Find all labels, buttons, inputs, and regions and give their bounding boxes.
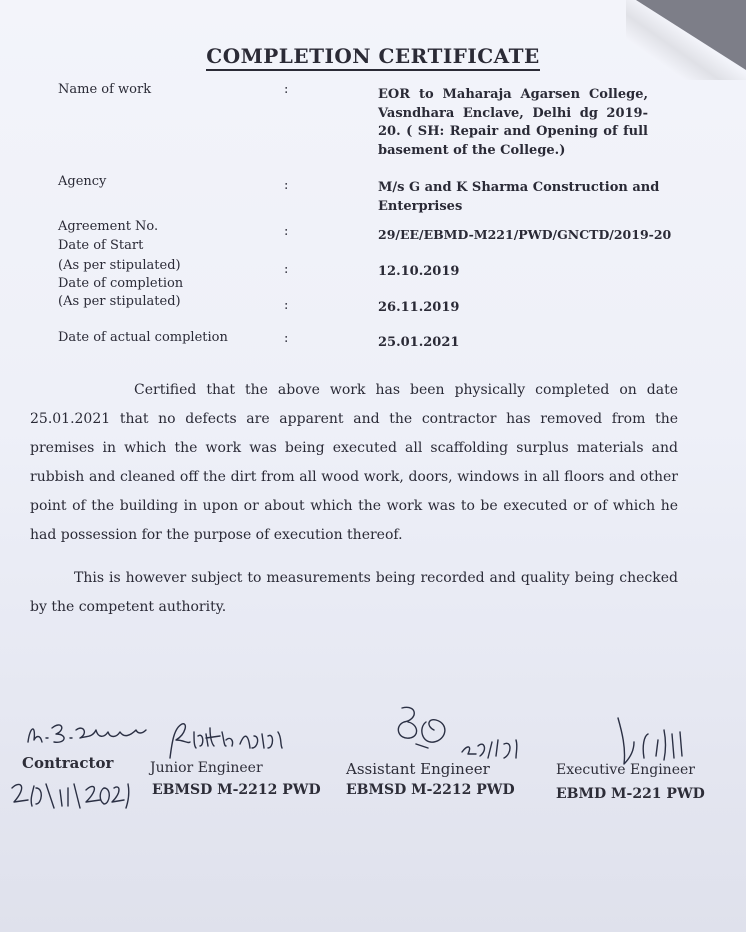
completion-label: Date of completion (58, 276, 184, 291)
agreement-value: 29/EE/EBMD-M221/PWD/GNCTD/2019-20 (378, 227, 672, 242)
work-label: Name of work (58, 82, 152, 97)
colon: : (284, 224, 289, 239)
start-value: 12.10.2019 (378, 264, 460, 279)
agency-label: Agency (58, 174, 107, 189)
completion-label-note: (As per stipulated) (58, 294, 181, 309)
contractor-title: Contractor (22, 754, 114, 772)
assistant-engineer-signature (388, 700, 538, 764)
actual-completion-label: Date of actual completion (58, 330, 228, 345)
start-label: Date of Start (58, 238, 144, 253)
junior-engineer-signature (160, 718, 290, 766)
colon: : (284, 331, 289, 346)
contractor-signature (22, 716, 152, 752)
colon: : (284, 298, 289, 313)
subject-paragraph: This is however subject to measurements being recorded and quality being checked by the competent authority. (30, 570, 678, 615)
document-title: COMPLETION CERTIFICATE (0, 44, 746, 68)
agreement-label: Agreement No. (58, 219, 159, 234)
work-value: EOR to Maharaja Agarsen College, Vasndhara Enclave, Delhi dg 2019-20. ( SH: Repair and Opening of full basement of the College.) (378, 87, 648, 158)
assistant-engineer-title: Assistant Engineer (346, 760, 490, 778)
completion-value: 26.11.2019 (378, 300, 460, 315)
assistant-engineer-org: EBMSD M-2212 PWD (346, 782, 515, 798)
executive-engineer-org: EBMD M-221 PWD (556, 786, 705, 802)
executive-engineer-title: Executive Engineer (556, 762, 695, 778)
junior-engineer-title: Junior Engineer (150, 760, 263, 776)
actual-completion-value: 25.01.2021 (378, 335, 460, 350)
colon: : (284, 262, 289, 277)
junior-engineer-org: EBMSD M-2212 PWD (152, 782, 321, 798)
colon: : (284, 178, 289, 193)
colon: : (284, 82, 289, 97)
fold-shadow (626, 0, 746, 80)
certification-paragraph: Certified that the above work has been physically completed on date 25.01.2021 that no defects are apparent and the contractor has removed from the premises in which the work was being executed all scaffolding surplus materials and rubbish and cleaned off the dirt from all wood work, doors, windows in all floors and other point of the building in upon or about which the work was to be executed or of which he had possession for the purpose of execution thereof. (30, 382, 678, 543)
agency-value: M/s G and K Sharma Construction and Enterprises (378, 180, 660, 214)
start-label-note: (As per stipulated) (58, 258, 181, 273)
